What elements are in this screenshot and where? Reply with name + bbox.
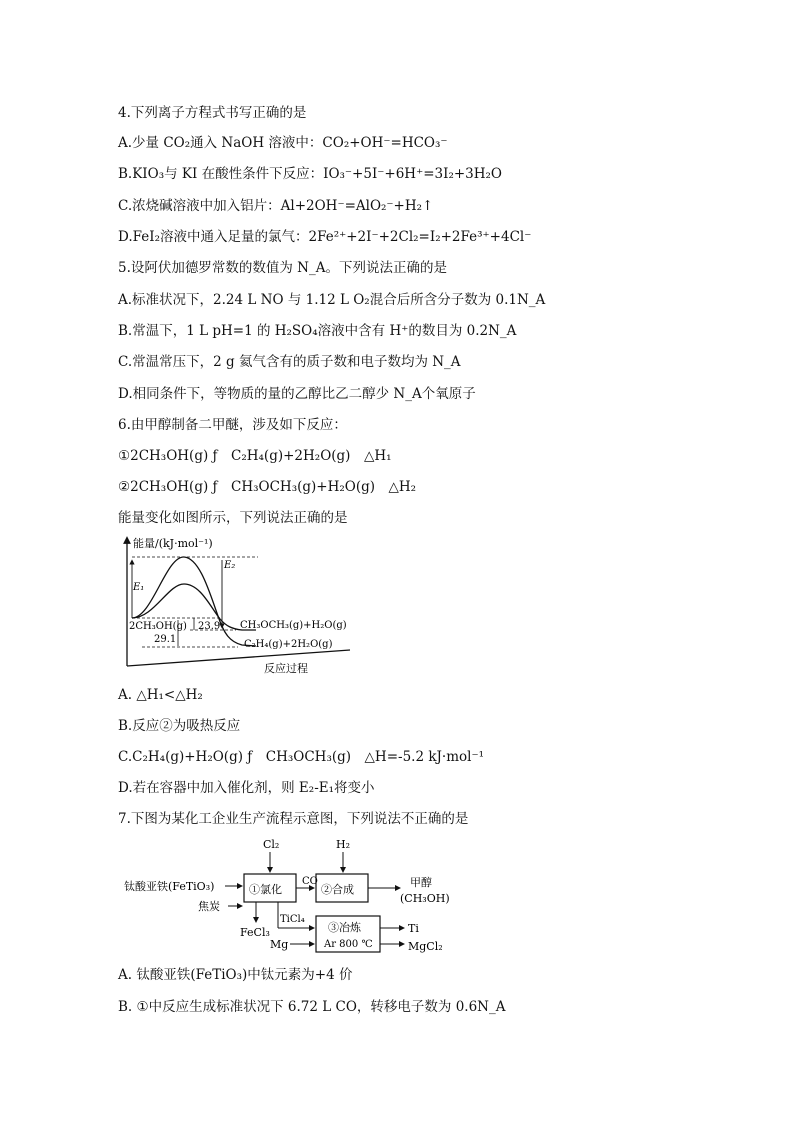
input-fetio3: 钛酸亚铁(FeTiO₃) [124,880,215,893]
methanol-formula: (CH₃OH) [400,892,450,905]
q6-option-c: C.C₂H₄(g)+H₂O(g) ƒ CH₃OCH₃(g) △H=-5.2 kJ·mol⁻¹ [118,749,484,765]
q4-option-a: A.少量 CO₂通入 NaOH 溶液中：CO₂+OH⁻=HCO₃⁻ [118,135,448,151]
q5-option-c: C.常温常压下，2 g 氦气含有的质子数和电子数均为 N_A [118,354,461,370]
ticl4-label: TiCl₄ [280,914,305,925]
q6-reaction-2: ②2CH₃OH(g) ƒ CH₃OCH₃(g)+H₂O(g) △H₂ [118,479,417,495]
co-label: CO [302,876,318,887]
q7-stem: 7.下图为某化工企业生产流程示意图，下列说法不正确的是 [118,811,469,827]
q4-option-b: B.KIO₃与 KI 在酸性条件下反应：IO₃⁻+5I⁻+6H⁺=3I₂+3H₂O [118,166,503,182]
product1-label: CH₃OCH₃(g)+H₂O(g) [240,620,347,631]
methanol-label: 甲醇 [410,876,432,889]
q4-stem: 4.下列离子方程式书写正确的是 [118,105,307,121]
gap2-label: 29.1 [154,634,177,645]
fecl3-label: FeCl₃ [240,926,270,939]
q4-option-d: D.FeI₂溶液中通入足量的氯气：2Fe²⁺+2I⁻+2Cl₂=I₂+2Fe³⁺+4Cl⁻ [118,229,532,245]
q6-option-d: D.若在容器中加入催化剂，则 E₂-E₁将变小 [118,780,375,796]
e2-label: E₂ [224,560,236,571]
curve-reaction-1 [132,557,256,646]
input-coke: 焦炭 [198,900,220,913]
q7-option-b: B. ①中反应生成标准状况下 6.72 L CO，转移电子数为 0.6N_A [118,999,506,1015]
y-axis-label: 能量/(kJ·mol⁻¹) [133,537,213,550]
q6-option-a: A. △H₁<△H₂ [118,687,203,703]
x-axis-label: 反应过程 [264,662,308,675]
q6-stem: 6.由甲醇制备二甲醚，涉及如下反应： [118,417,347,433]
energy-diagram [118,534,358,680]
product2-label: C₂H₄(g)+2H₂O(g) [244,639,333,650]
box-smelting-condition: Ar 800 ℃ [324,939,373,950]
box-smelting-label: ③冶炼 [328,921,361,934]
box-synthesis-label: ②合成 [321,883,354,896]
q5-option-a: A.标准状况下，2.24 L NO 与 1.12 L O₂混合后所含分子数为 0.1N_A [118,292,546,308]
q6-reaction-1: ①2CH₃OH(g) ƒ C₂H₄(g)+2H₂O(g) △H₁ [118,448,392,464]
mgcl2-label: MgCl₂ [408,940,443,953]
reactant-label: 2CH₃OH(g) [129,621,187,632]
h2-label: H₂ [336,838,351,851]
q5-option-d: D.相同条件下，等物质的量的乙醇比乙二醇少 N_A个氧原子 [118,386,476,402]
gap1-label: 23.9 [198,621,221,632]
q5-option-b: B.常温下，1 L pH=1 的 H₂SO₄溶液中含有 H⁺的数目为 0.2N_A [118,323,517,339]
process-flow-diagram [118,836,458,960]
q5-stem: 5.设阿伏加德罗常数的数值为 N_A。下列说法正确的是 [118,260,447,276]
cl2-label: Cl₂ [263,838,280,851]
ti-label: Ti [408,922,419,935]
box-chlorination-label: ①氯化 [249,883,282,896]
q7-option-a: A. 钛酸亚铁(FeTiO₃)中钛元素为+4 价 [118,967,353,983]
q6-option-b: B.反应②为吸热反应 [118,718,241,734]
mg-label: Mg [270,938,289,951]
q4-option-c: C.浓烧碱溶液中加入铝片：Al+2OH⁻=AlO₂⁻+H₂↑ [118,198,434,214]
x-axis [127,650,350,666]
e1-label: E₁ [133,582,145,593]
q6-figure-intro: 能量变化如图所示，下列说法正确的是 [118,510,348,526]
